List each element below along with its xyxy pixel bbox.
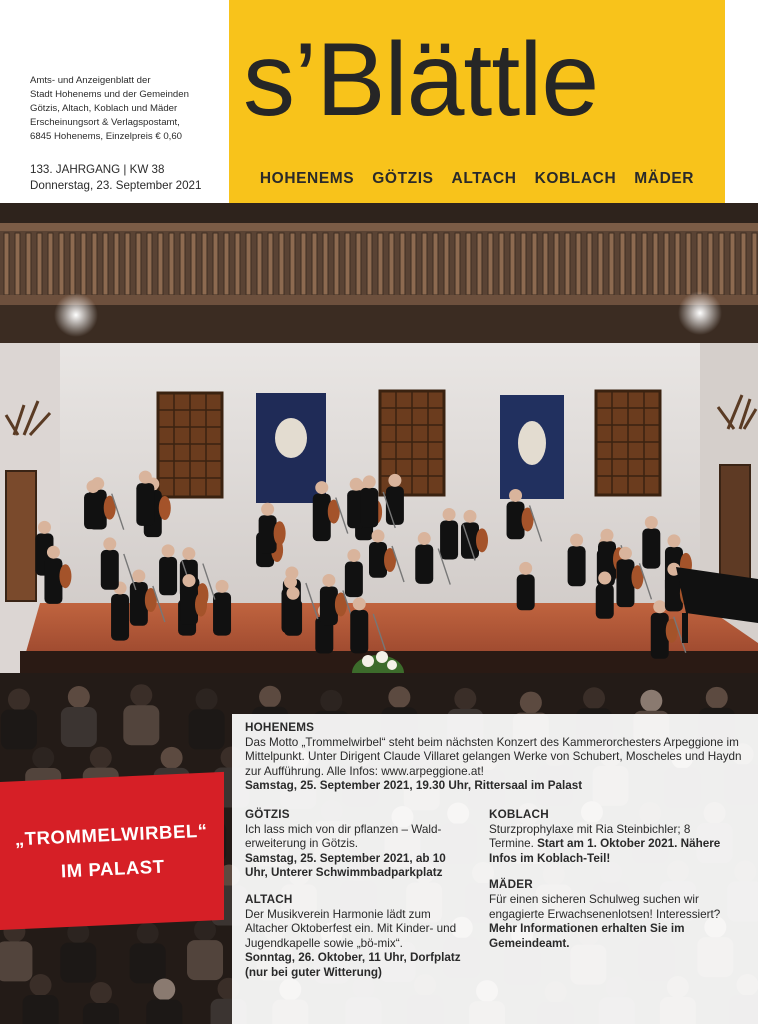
publisher-line: 6845 Hohenems, Einzelpreis € 0,60 [30,131,182,142]
article-column-right [489,808,729,993]
issue-volume: 133. JAHRGANG | KW 38 [30,163,165,176]
article-koblach [489,808,729,866]
publisher-info [30,74,230,144]
publisher-line: Erscheinungsort & Verlagspostamt, [30,117,180,128]
article-body: Der Musikverein Harmonie lädt zum Altacher Oktoberfest ein. Mit Kinder- und Jugendkapelle sowie „bö-mix“. [245,907,457,950]
publisher-line: Götzis, Altach, Koblach und Mäder [30,103,178,114]
cover-story-line-2: IM PALAST [60,855,166,882]
article-body: Ich lass mich von dir pflanzen – Walderweiterung in Götzis. [245,822,442,851]
article-heading: ALTACH [245,892,293,906]
cover-story-title [0,813,225,891]
article-highlight: Mehr Informationen erhalten Sie im Gemeindeamt. [489,922,685,950]
article-body: Für einen sicheren Schulweg suchen wir engagierte Erwachsenenlotsen! Interessiert? [489,892,721,921]
article-highlight: Sonntag, 26. Oktober, 11 Uhr, Dorfplatz (nur bei guter Witterung) [245,951,461,979]
article-heading: GÖTZIS [245,807,290,821]
brand-title: s’Blättle [243,22,599,138]
article-body: Das Motto „Trommelwirbel“ steht beim nächsten Konzert des Kammerorchesters Arpeggione im Mittelpunkt. Unter Dirigent Claude Villaret gelangen Werke von Schubert, Moscheles und Haydn zur Aufführung. Alle Infos: www.arpeggione.at! [245,735,742,778]
article-hohenems [245,721,745,794]
article-heading: KOBLACH [489,807,549,821]
article-column-left [245,808,471,993]
article-heading: HOHENEMS [245,721,315,734]
article-goetzis [245,808,471,881]
article-columns [245,808,748,993]
issue-date: Donnerstag, 23. September 2021 [30,179,202,192]
article-highlight: Samstag, 25. September 2021, ab 10 Uhr, Unterer Schwimmbadparkplatz [245,851,446,880]
publisher-line: Amts- und Anzeigenblatt der [30,75,151,86]
issue-info [30,162,230,194]
town-maeder: MÄDER [634,170,695,187]
town-list [229,170,725,188]
town-koblach: KOBLACH [534,170,617,187]
town-altach: ALTACH [451,170,517,187]
article-altach [245,893,471,981]
masthead [229,0,725,216]
article-body: Sturzprophylaxe mit Ria Steinbichler; 8 Termine. Start am 1. Oktober 2021. Nähere Infos im Koblach-Teil! [489,822,721,865]
cover-story-line-1: „TROMMELWIRBEL“ [14,819,209,850]
town-goetzis: GÖTZIS [372,170,434,187]
article-heading: MÄDER [489,878,533,892]
news-box [232,714,758,1024]
article-maeder [489,878,729,951]
publisher-line: Stadt Hohenems und der Gemeinden [30,89,189,100]
town-hohenems: HOHENEMS [259,170,355,187]
article-highlight: Samstag, 25. September 2021, 19.30 Uhr, Rittersaal im Palast [245,779,583,793]
